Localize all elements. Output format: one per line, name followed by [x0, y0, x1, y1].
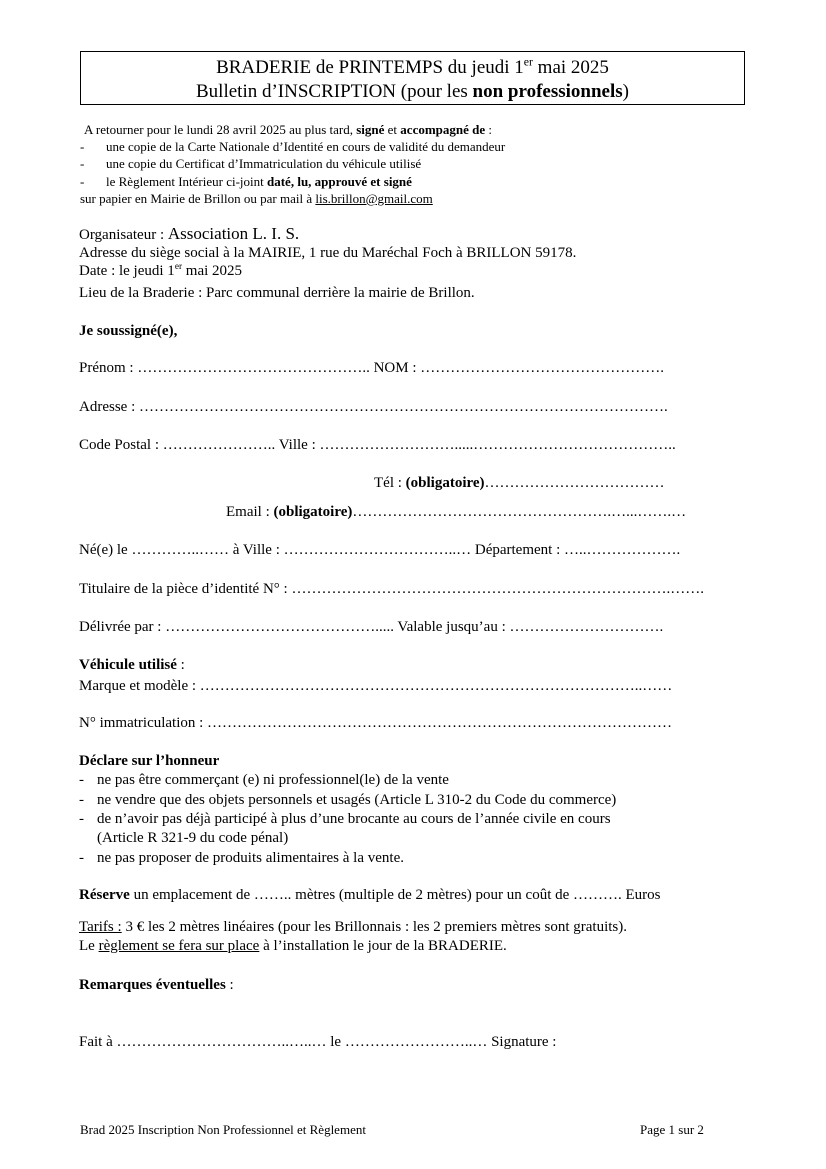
instruction-item-3	[80, 174, 412, 190]
remarques-field[interactable]	[79, 976, 234, 994]
declaration-text: de n’avoir pas déjà participé à plus d’une brocante au cours de l’année civile en cours	[97, 811, 611, 827]
reglement-underlined: règlement se fera sur place	[98, 938, 260, 954]
intro-bold-accompagne: accompagné de	[400, 122, 486, 137]
bullet-dash: -	[80, 174, 85, 189]
instruction-item-2	[80, 156, 421, 172]
title-box	[80, 51, 745, 105]
tel-required: (obligatoire)	[405, 475, 485, 491]
instruction-bold: daté, lu, approuvé et signé	[267, 174, 412, 189]
piece-identite-field[interactable]: Titulaire de la pièce d’identité N° : ………………………………………………………………….…….	[79, 581, 704, 597]
instruction-text: une copie de la Carte Nationale d’Identité en cours de validité du demandeur	[106, 139, 506, 154]
naissance-field[interactable]: Né(e) le …………..…… à Ville : ……………………………..… Département : …..……………….	[79, 542, 681, 558]
title-text-end: mai 2025	[532, 57, 609, 78]
footer-left: Brad 2025 Inscription Non Professionnel et Règlement	[80, 1122, 366, 1137]
organizer-name: Association L. I. S.	[167, 224, 300, 243]
signature-line[interactable]: Fait à ……………………………..…..… le ……………………..… Signature :	[79, 1034, 557, 1050]
tarifs-label: Tarifs	[79, 919, 118, 935]
code-postal-ville-field[interactable]: Code Postal : ………………….. Ville : ……………………….....…………………………………..	[79, 437, 676, 453]
vehicule-label: Véhicule utilisé	[79, 657, 177, 673]
tarifs-colon: :	[117, 919, 122, 935]
reglement-post: à l’installation le jour de la BRADERIE.	[259, 938, 507, 954]
date-text: Date : le jeudi 1	[79, 263, 175, 279]
date-sup: er	[174, 262, 183, 272]
email-label: Email :	[226, 504, 274, 520]
send-instructions	[80, 191, 433, 207]
declaration-item-3-continuation: (Article R 321-9 du code pénal)	[97, 830, 289, 846]
intro-end: :	[485, 122, 493, 137]
subtitle-text: Bulletin d’INSCRIPTION (pour les	[196, 81, 473, 102]
bullet-dash: -	[80, 156, 85, 171]
remarques-label: Remarques éventuelles	[79, 977, 226, 993]
title-sup: er	[523, 55, 533, 69]
date-text-end: mai 2025	[182, 263, 243, 279]
vehicule-heading	[79, 656, 185, 674]
subtitle-end: )	[622, 81, 629, 102]
organizer-line	[79, 225, 299, 244]
vehicule-colon: :	[176, 657, 185, 673]
intro-bold-signe: signé	[356, 122, 385, 137]
tarifs-line	[79, 918, 627, 936]
email-dots: …………………………………………….…...…….…	[352, 504, 687, 520]
organizer-address: Adresse du siège social à la MAIRIE, 1 rue du Maréchal Foch à BRILLON 59178.	[79, 245, 577, 261]
organizer-label: Organisateur :	[79, 227, 168, 243]
title-line-2	[81, 80, 744, 104]
intro-text: A retourner pour le lundi 28 avril 2025 au plus tard,	[84, 122, 357, 137]
tarifs-text: 3 € les 2 mètres linéaires (pour les Brillonnais : les 2 premiers mètres sont gratuits).	[121, 919, 628, 935]
intro-mid: et	[384, 122, 401, 137]
declaration-item-3	[79, 810, 611, 828]
send-text: sur papier en Mairie de Brillon ou par mail à	[80, 191, 316, 206]
declaration-item-1	[79, 771, 449, 789]
tel-field[interactable]	[374, 474, 665, 492]
instruction-item-1	[80, 139, 505, 155]
bullet-dash: -	[79, 850, 84, 866]
bullet-dash: -	[80, 139, 85, 154]
instructions-intro	[84, 122, 492, 138]
tel-label: Tél :	[374, 475, 406, 491]
title-line-1	[81, 56, 744, 80]
adresse-field[interactable]: Adresse : …………………………………………………………………………………………….	[79, 399, 668, 415]
event-date	[79, 262, 242, 280]
declaration-text: ne pas proposer de produits alimentaires à la vente.	[97, 850, 404, 866]
event-location: Lieu de la Braderie : Parc communal derrière la mairie de Brillon.	[79, 285, 475, 301]
declaration-heading: Déclare sur l’honneur	[79, 753, 220, 769]
marque-modele-field[interactable]: Marque et modèle : ……………………………………………………………………………..……	[79, 678, 673, 694]
reserve-text: un emplacement de …….. mètres (multiple de 2 mètres) pour un coût de ………. Euros	[129, 887, 661, 903]
declaration-item-2	[79, 791, 616, 809]
prenom-nom-field[interactable]: Prénom : ……………………………………….. NOM : ………………………………………….	[79, 360, 664, 376]
bullet-dash: -	[79, 792, 84, 808]
remarques-colon: :	[225, 977, 234, 993]
reglement-line	[79, 937, 507, 955]
tel-dots: ………………………………	[484, 475, 665, 491]
email-field[interactable]	[226, 503, 686, 521]
reglement-pre: Le	[79, 938, 99, 954]
subtitle-bold: non professionnels	[472, 81, 623, 102]
footer-page-number: Page 1 sur 2	[640, 1122, 704, 1137]
reserve-bold: Réserve	[79, 887, 130, 903]
declaration-text: ne pas être commerçant (e) ni professionnel(le) de la vente	[97, 772, 449, 788]
declaration-item-4	[79, 849, 404, 867]
bullet-dash: -	[79, 811, 84, 827]
email-link[interactable]: lis.brillon@gmail.com	[315, 191, 433, 206]
delivree-field[interactable]: Délivrée par : ……………………………………..... Valable jusqu’au : ………………………….	[79, 619, 664, 635]
soussigne-heading: Je soussigné(e),	[79, 323, 178, 339]
instruction-text: une copie du Certificat d’Immatriculation du véhicule utilisé	[106, 156, 422, 171]
title-text: BRADERIE de PRINTEMPS du jeudi 1	[216, 57, 524, 78]
bullet-dash: -	[79, 772, 84, 788]
reserve-line[interactable]	[79, 886, 661, 904]
declaration-text: ne vendre que des objets personnels et usagés (Article L 310-2 du Code du commerce)	[97, 792, 617, 808]
email-required: (obligatoire)	[273, 504, 353, 520]
instruction-text: le Règlement Intérieur ci-joint	[106, 174, 267, 189]
immatriculation-field[interactable]: N° immatriculation : …………………………………………………………………………………	[79, 715, 673, 731]
